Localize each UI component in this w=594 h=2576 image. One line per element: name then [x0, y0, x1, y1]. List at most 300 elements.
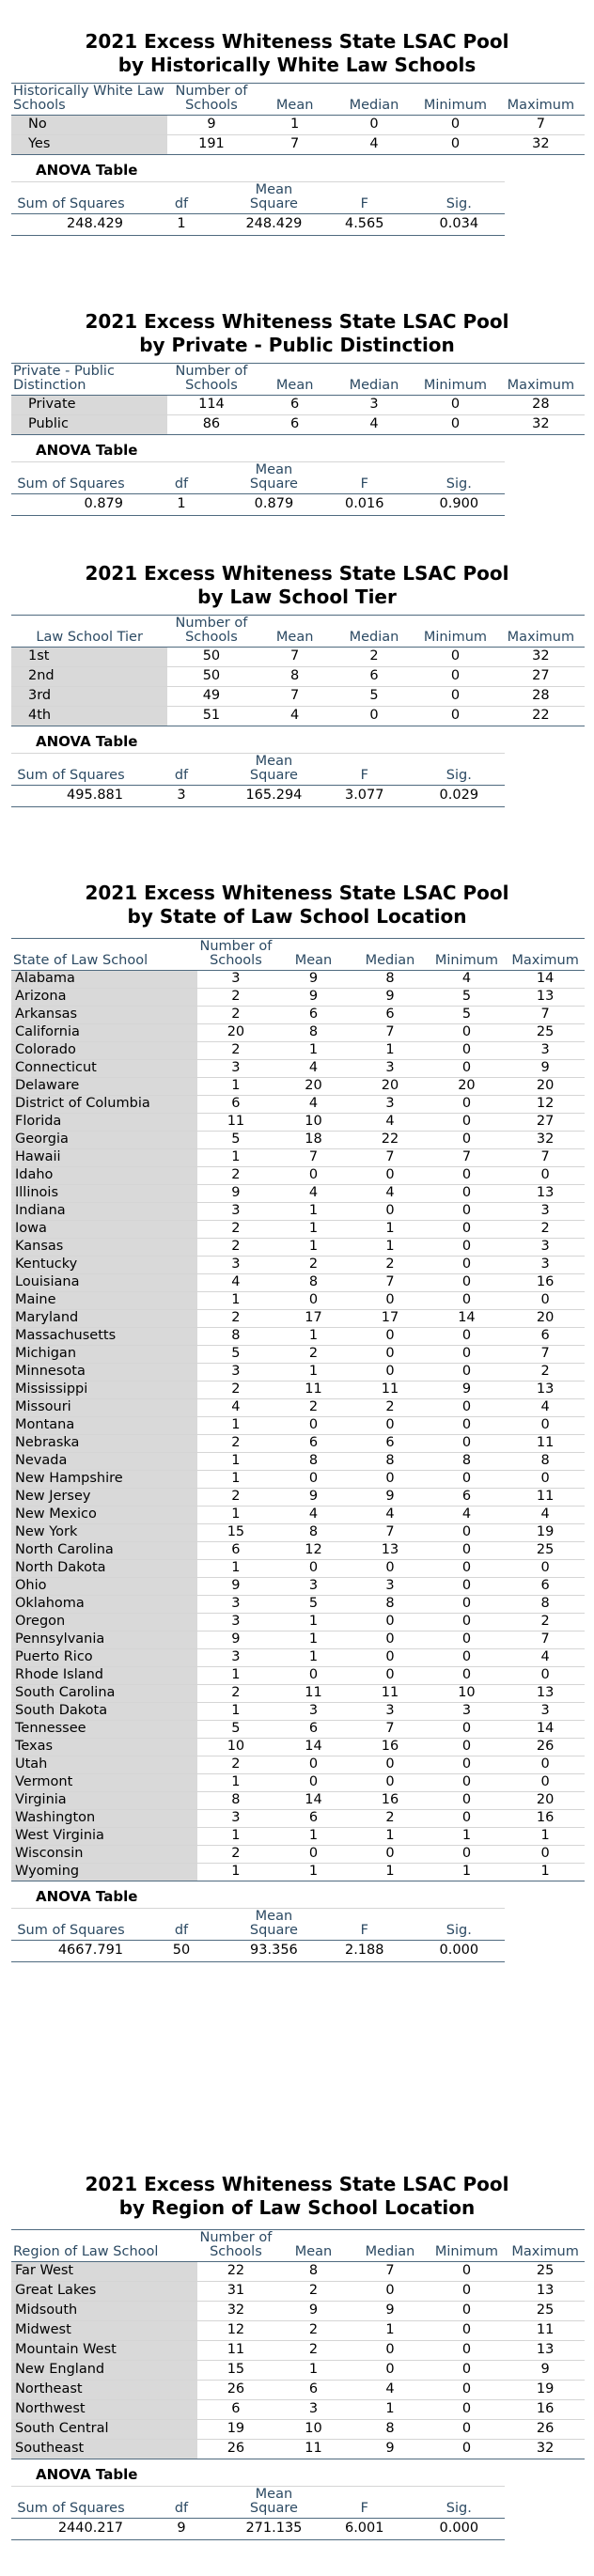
col-ss: Sum of Squares — [11, 754, 131, 786]
cell-max: 19 — [506, 2381, 585, 2400]
cell-n: 2 — [197, 1239, 274, 1257]
row-header: State of Law School — [11, 939, 197, 971]
cell-n: 11 — [197, 1114, 274, 1132]
cell-max: 0 — [506, 1167, 585, 1185]
cell-mean: 3 — [274, 1578, 353, 1596]
title-line-2: by Historically White Law Schools — [117, 54, 477, 76]
anova-ms: 93.356 — [232, 1941, 316, 1962]
section-title — [0, 310, 594, 357]
cell-median: 0 — [352, 1167, 427, 1185]
cell-n: 5 — [197, 1132, 274, 1149]
anova-f: 0.016 — [316, 494, 414, 516]
cell-n: 2 — [197, 1221, 274, 1239]
col-sig: Sig. — [414, 2487, 505, 2519]
cell-max: 13 — [506, 989, 585, 1007]
cell-n: 2 — [197, 1435, 274, 1453]
cell-min: 4 — [428, 1507, 507, 1524]
table-row — [11, 1007, 585, 1024]
table-row — [11, 1096, 585, 1114]
cell-mean: 4 — [274, 1185, 353, 1203]
cell-n: 4 — [197, 1274, 274, 1292]
cell-min: 0 — [428, 1042, 507, 1060]
cell-max: 3 — [506, 1257, 585, 1274]
cell-max: 2 — [506, 1364, 585, 1382]
cell-n: 1 — [197, 1149, 274, 1167]
col-min: Minimum — [414, 364, 497, 396]
table-row — [11, 2302, 585, 2321]
cell-median: 2 — [352, 1810, 427, 1828]
cell-n: 2 — [197, 989, 274, 1007]
anova-f: 3.077 — [316, 786, 414, 807]
table-row — [11, 2262, 585, 2282]
cell-n: 8 — [197, 1328, 274, 1346]
cell-n: 3 — [197, 1364, 274, 1382]
cell-median: 0 — [352, 1346, 427, 1364]
cell-n: 1 — [197, 1507, 274, 1524]
cell-n: 50 — [167, 648, 255, 667]
row-label: Kansas — [11, 1239, 197, 1257]
cell-max: 27 — [497, 667, 585, 687]
cell-mean: 14 — [274, 1792, 353, 1810]
cell-median: 8 — [352, 1596, 427, 1614]
col-mean: Mean — [256, 616, 335, 648]
anova-df: 9 — [131, 2519, 232, 2540]
cell-min: 0 — [428, 1114, 507, 1132]
cell-min: 0 — [414, 687, 497, 707]
cell-max: 25 — [506, 2262, 585, 2282]
row-label: Virginia — [11, 1792, 197, 1810]
cell-median: 22 — [352, 1132, 427, 1149]
table-row — [11, 1167, 585, 1185]
cell-max: 3 — [506, 1203, 585, 1221]
col-f: F — [316, 182, 414, 214]
cell-median: 7 — [352, 1721, 427, 1739]
cell-min: 1 — [428, 1864, 507, 1881]
cell-median: 1 — [352, 1221, 427, 1239]
cell-min: 0 — [428, 2361, 507, 2381]
cell-mean: 9 — [274, 971, 353, 989]
col-ss: Sum of Squares — [11, 2487, 131, 2519]
anova-ss: 2440.217 — [11, 2519, 131, 2540]
row-label: North Carolina — [11, 1542, 197, 1560]
section-title — [0, 562, 594, 609]
anova-ss: 4667.791 — [11, 1941, 131, 1962]
anova-row — [11, 494, 505, 516]
cell-min: 0 — [414, 116, 497, 135]
cell-mean: 12 — [274, 1542, 353, 1560]
cell-n: 2 — [197, 1382, 274, 1399]
col-df: df — [131, 754, 232, 786]
cell-mean: 0 — [274, 1292, 353, 1310]
cell-max: 2 — [506, 1614, 585, 1631]
cell-median: 13 — [352, 1542, 427, 1560]
cell-mean: 1 — [274, 1239, 353, 1257]
cell-mean: 9 — [274, 2302, 353, 2321]
table-header-row — [11, 939, 585, 971]
row-label: Tennessee — [11, 1721, 197, 1739]
cell-max: 16 — [506, 1274, 585, 1292]
table-row — [11, 1310, 585, 1328]
row-label: Maine — [11, 1292, 197, 1310]
anova-header-row — [11, 182, 505, 214]
cell-min: 0 — [428, 1346, 507, 1364]
cell-n: 5 — [197, 1346, 274, 1364]
cell-max: 20 — [506, 1792, 585, 1810]
row-label: New York — [11, 1524, 197, 1542]
cell-min: 0 — [428, 1774, 507, 1792]
cell-mean: 7 — [256, 135, 335, 155]
row-label: Southeast — [11, 2440, 197, 2459]
cell-median: 7 — [352, 1149, 427, 1167]
row-label: Mississippi — [11, 1382, 197, 1399]
table-header-row — [11, 84, 585, 116]
row-label: Montana — [11, 1417, 197, 1435]
col-median: Median — [335, 364, 414, 396]
cell-median: 9 — [352, 2302, 427, 2321]
cell-min: 0 — [428, 1614, 507, 1631]
cell-min: 4 — [428, 971, 507, 989]
row-label: Nebraska — [11, 1435, 197, 1453]
anova-sig: 0.029 — [414, 786, 505, 807]
cell-median: 5 — [335, 687, 414, 707]
row-label: Vermont — [11, 1774, 197, 1792]
cell-min: 9 — [428, 1382, 507, 1399]
cell-n: 2 — [197, 1042, 274, 1060]
cell-median: 0 — [352, 2361, 427, 2381]
cell-mean: 17 — [274, 1310, 353, 1328]
section-private-public — [0, 310, 594, 516]
cell-n: 51 — [167, 707, 255, 726]
row-label: Kentucky — [11, 1257, 197, 1274]
table-row — [11, 1221, 585, 1239]
table-row — [11, 707, 585, 726]
cell-n: 10 — [197, 1739, 274, 1756]
descriptive-table — [11, 938, 585, 1881]
title-line-2: by State of Law School Location — [127, 905, 467, 928]
col-min: Minimum — [428, 2230, 507, 2262]
anova-table — [11, 753, 505, 807]
cell-mean: 8 — [274, 1524, 353, 1542]
row-label: Rhode Island — [11, 1667, 197, 1685]
cell-median: 0 — [352, 1649, 427, 1667]
cell-min: 0 — [414, 648, 497, 667]
anova-row — [11, 214, 505, 236]
cell-median: 8 — [352, 2420, 427, 2440]
title-line-1: 2021 Excess Whiteness State LSAC Pool — [85, 562, 509, 585]
col-sig: Sig. — [414, 1909, 505, 1941]
anova-row — [11, 786, 505, 807]
cell-max: 26 — [506, 2420, 585, 2440]
col-f: F — [316, 462, 414, 494]
cell-median: 9 — [352, 1489, 427, 1507]
cell-max: 6 — [506, 1328, 585, 1346]
cell-max: 3 — [506, 1042, 585, 1060]
cell-n: 5 — [197, 1721, 274, 1739]
cell-mean: 2 — [274, 1346, 353, 1364]
cell-median: 0 — [352, 1756, 427, 1774]
row-label: Michigan — [11, 1346, 197, 1364]
cell-median: 7 — [352, 2262, 427, 2282]
cell-min: 0 — [428, 1596, 507, 1614]
cell-mean: 11 — [274, 1685, 353, 1703]
cell-mean: 7 — [274, 1149, 353, 1167]
cell-max: 0 — [506, 1417, 585, 1435]
section-state — [0, 882, 594, 1962]
table-row — [11, 1114, 585, 1132]
cell-n: 22 — [197, 2262, 274, 2282]
cell-max: 26 — [506, 1739, 585, 1756]
cell-max: 20 — [506, 1078, 585, 1096]
col-max: Maximum — [497, 364, 585, 396]
cell-n: 31 — [197, 2282, 274, 2302]
cell-n: 26 — [197, 2440, 274, 2459]
col-sig: Sig. — [414, 182, 505, 214]
cell-min: 8 — [428, 1453, 507, 1471]
cell-min: 0 — [428, 1721, 507, 1739]
cell-min: 0 — [428, 1435, 507, 1453]
cell-mean: 4 — [274, 1060, 353, 1078]
cell-min: 0 — [428, 1221, 507, 1239]
title-line-1: 2021 Excess Whiteness State LSAC Pool — [85, 2173, 509, 2195]
col-median: Median — [335, 84, 414, 116]
col-ms: Mean Square — [232, 462, 316, 494]
section-title — [0, 2173, 594, 2220]
cell-n: 3 — [197, 1810, 274, 1828]
table-row — [11, 2381, 585, 2400]
cell-median: 1 — [352, 2321, 427, 2341]
section-title — [0, 882, 594, 929]
table-row — [11, 1292, 585, 1310]
cell-n: 20 — [197, 1024, 274, 1042]
table-row — [11, 1471, 585, 1489]
cell-max: 8 — [506, 1453, 585, 1471]
table-row — [11, 2400, 585, 2420]
cell-mean: 1 — [274, 1614, 353, 1631]
cell-mean: 7 — [256, 687, 335, 707]
cell-min: 0 — [428, 1417, 507, 1435]
cell-median: 6 — [352, 1007, 427, 1024]
cell-min: 0 — [428, 1542, 507, 1560]
cell-mean: 2 — [274, 2321, 353, 2341]
row-label: Florida — [11, 1114, 197, 1132]
col-max: Maximum — [497, 616, 585, 648]
cell-min: 0 — [428, 1578, 507, 1596]
col-n: Number of Schools — [167, 616, 255, 648]
anova-ms: 0.879 — [232, 494, 316, 516]
cell-mean: 6 — [256, 415, 335, 435]
cell-min: 0 — [414, 707, 497, 726]
cell-median: 0 — [352, 1471, 427, 1489]
cell-median: 3 — [335, 396, 414, 415]
title-line-1: 2021 Excess Whiteness State LSAC Pool — [85, 310, 509, 333]
row-label: Public — [11, 415, 167, 435]
cell-min: 0 — [428, 1399, 507, 1417]
cell-min: 0 — [428, 2440, 507, 2459]
anova-table — [11, 2486, 505, 2540]
cell-max: 7 — [506, 1149, 585, 1167]
cell-max: 9 — [506, 1060, 585, 1078]
col-ms: Mean Square — [232, 1909, 316, 1941]
cell-min: 0 — [428, 1364, 507, 1382]
anova-f: 2.188 — [316, 1941, 414, 1962]
cell-min: 7 — [428, 1149, 507, 1167]
cell-median: 0 — [352, 1774, 427, 1792]
cell-min: 0 — [428, 1167, 507, 1185]
cell-n: 2 — [197, 1756, 274, 1774]
anova-df: 50 — [131, 1941, 232, 1962]
cell-median: 0 — [352, 1560, 427, 1578]
cell-median: 11 — [352, 1685, 427, 1703]
cell-mean: 0 — [274, 1471, 353, 1489]
cell-n: 1 — [197, 1560, 274, 1578]
anova-table — [11, 461, 505, 516]
cell-max: 32 — [497, 415, 585, 435]
table-row — [11, 1631, 585, 1649]
cell-max: 1 — [506, 1864, 585, 1881]
cell-max: 25 — [506, 1542, 585, 1560]
cell-min: 0 — [428, 1649, 507, 1667]
anova-ms: 248.429 — [232, 214, 316, 236]
cell-min: 6 — [428, 1489, 507, 1507]
cell-median: 0 — [335, 116, 414, 135]
cell-mean: 9 — [274, 1489, 353, 1507]
row-header: Private - Public Distinction — [11, 364, 167, 396]
table-row — [11, 1846, 585, 1864]
row-label: North Dakota — [11, 1560, 197, 1578]
table-header-row — [11, 616, 585, 648]
cell-n: 1 — [197, 1864, 274, 1881]
cell-n: 3 — [197, 1596, 274, 1614]
cell-mean: 1 — [256, 116, 335, 135]
cell-min: 0 — [428, 1257, 507, 1274]
cell-min: 0 — [428, 1096, 507, 1114]
cell-median: 4 — [352, 1114, 427, 1132]
row-label: Illinois — [11, 1185, 197, 1203]
cell-max: 4 — [506, 1399, 585, 1417]
cell-n: 26 — [197, 2381, 274, 2400]
cell-mean: 0 — [274, 1846, 353, 1864]
table-row — [11, 1489, 585, 1507]
row-label: 2nd — [11, 667, 167, 687]
cell-min: 1 — [428, 1828, 507, 1846]
table-row — [11, 1792, 585, 1810]
table-row — [11, 1024, 585, 1042]
col-max: Maximum — [497, 84, 585, 116]
cell-mean: 1 — [274, 1828, 353, 1846]
cell-min: 0 — [428, 1274, 507, 1292]
row-label: Private — [11, 396, 167, 415]
cell-max: 4 — [506, 1507, 585, 1524]
table-row — [11, 1667, 585, 1685]
cell-min: 0 — [428, 1024, 507, 1042]
cell-n: 6 — [197, 1542, 274, 1560]
col-ms: Mean Square — [232, 754, 316, 786]
row-label: Minnesota — [11, 1364, 197, 1382]
descriptive-table — [11, 615, 585, 726]
cell-median: 2 — [352, 1399, 427, 1417]
cell-min: 0 — [428, 1292, 507, 1310]
cell-mean: 8 — [274, 1453, 353, 1471]
cell-median: 0 — [352, 1292, 427, 1310]
cell-max: 0 — [506, 1756, 585, 1774]
row-label: Hawaii — [11, 1149, 197, 1167]
table-body — [11, 396, 585, 435]
cell-mean: 9 — [274, 989, 353, 1007]
cell-min: 0 — [428, 2381, 507, 2400]
title-line-1: 2021 Excess Whiteness State LSAC Pool — [85, 30, 509, 53]
cell-min: 0 — [428, 1203, 507, 1221]
cell-median: 3 — [352, 1703, 427, 1721]
cell-n: 9 — [197, 1631, 274, 1649]
row-label: Indiana — [11, 1203, 197, 1221]
cell-mean: 3 — [274, 2400, 353, 2420]
cell-n: 50 — [167, 667, 255, 687]
cell-mean: 0 — [274, 1774, 353, 1792]
anova-label: ANOVA Table — [36, 1888, 138, 1905]
row-label: Arizona — [11, 989, 197, 1007]
cell-mean: 4 — [256, 707, 335, 726]
col-mean: Mean — [256, 364, 335, 396]
table-row — [11, 1185, 585, 1203]
table-row — [11, 2321, 585, 2341]
cell-n: 1 — [197, 1417, 274, 1435]
cell-n: 3 — [197, 1257, 274, 1274]
section-region — [0, 2173, 594, 2540]
table-row — [11, 1560, 585, 1578]
cell-max: 3 — [506, 1703, 585, 1721]
col-ss: Sum of Squares — [11, 1909, 131, 1941]
cell-min: 0 — [428, 2341, 507, 2361]
row-label: Wisconsin — [11, 1846, 197, 1864]
cell-mean: 10 — [274, 1114, 353, 1132]
cell-min: 0 — [428, 1185, 507, 1203]
col-max: Maximum — [506, 939, 585, 971]
anova-f: 6.001 — [316, 2519, 414, 2540]
cell-n: 6 — [197, 1096, 274, 1114]
table-row — [11, 1810, 585, 1828]
cell-max: 0 — [506, 1471, 585, 1489]
cell-mean: 0 — [274, 1667, 353, 1685]
cell-n: 15 — [197, 2361, 274, 2381]
row-label: West Virginia — [11, 1828, 197, 1846]
col-f: F — [316, 2487, 414, 2519]
cell-mean: 6 — [274, 1721, 353, 1739]
cell-n: 19 — [197, 2420, 274, 2440]
cell-n: 9 — [197, 1578, 274, 1596]
cell-median: 20 — [352, 1078, 427, 1096]
cell-n: 86 — [167, 415, 255, 435]
table-row — [11, 1703, 585, 1721]
cell-min: 0 — [428, 2262, 507, 2282]
cell-max: 25 — [506, 2302, 585, 2321]
anova-ss: 0.879 — [11, 494, 131, 516]
cell-min: 0 — [428, 1667, 507, 1685]
cell-mean: 2 — [274, 2341, 353, 2361]
cell-max: 28 — [497, 687, 585, 707]
cell-max: 0 — [506, 1846, 585, 1864]
cell-mean: 3 — [274, 1703, 353, 1721]
row-label: Great Lakes — [11, 2282, 197, 2302]
cell-n: 32 — [197, 2302, 274, 2321]
cell-median: 7 — [352, 1024, 427, 1042]
row-label: Colorado — [11, 1042, 197, 1060]
row-label: Puerto Rico — [11, 1649, 197, 1667]
col-min: Minimum — [428, 939, 507, 971]
row-label: 3rd — [11, 687, 167, 707]
cell-max: 14 — [506, 1721, 585, 1739]
row-label: Alabama — [11, 971, 197, 989]
cell-mean: 1 — [274, 1203, 353, 1221]
